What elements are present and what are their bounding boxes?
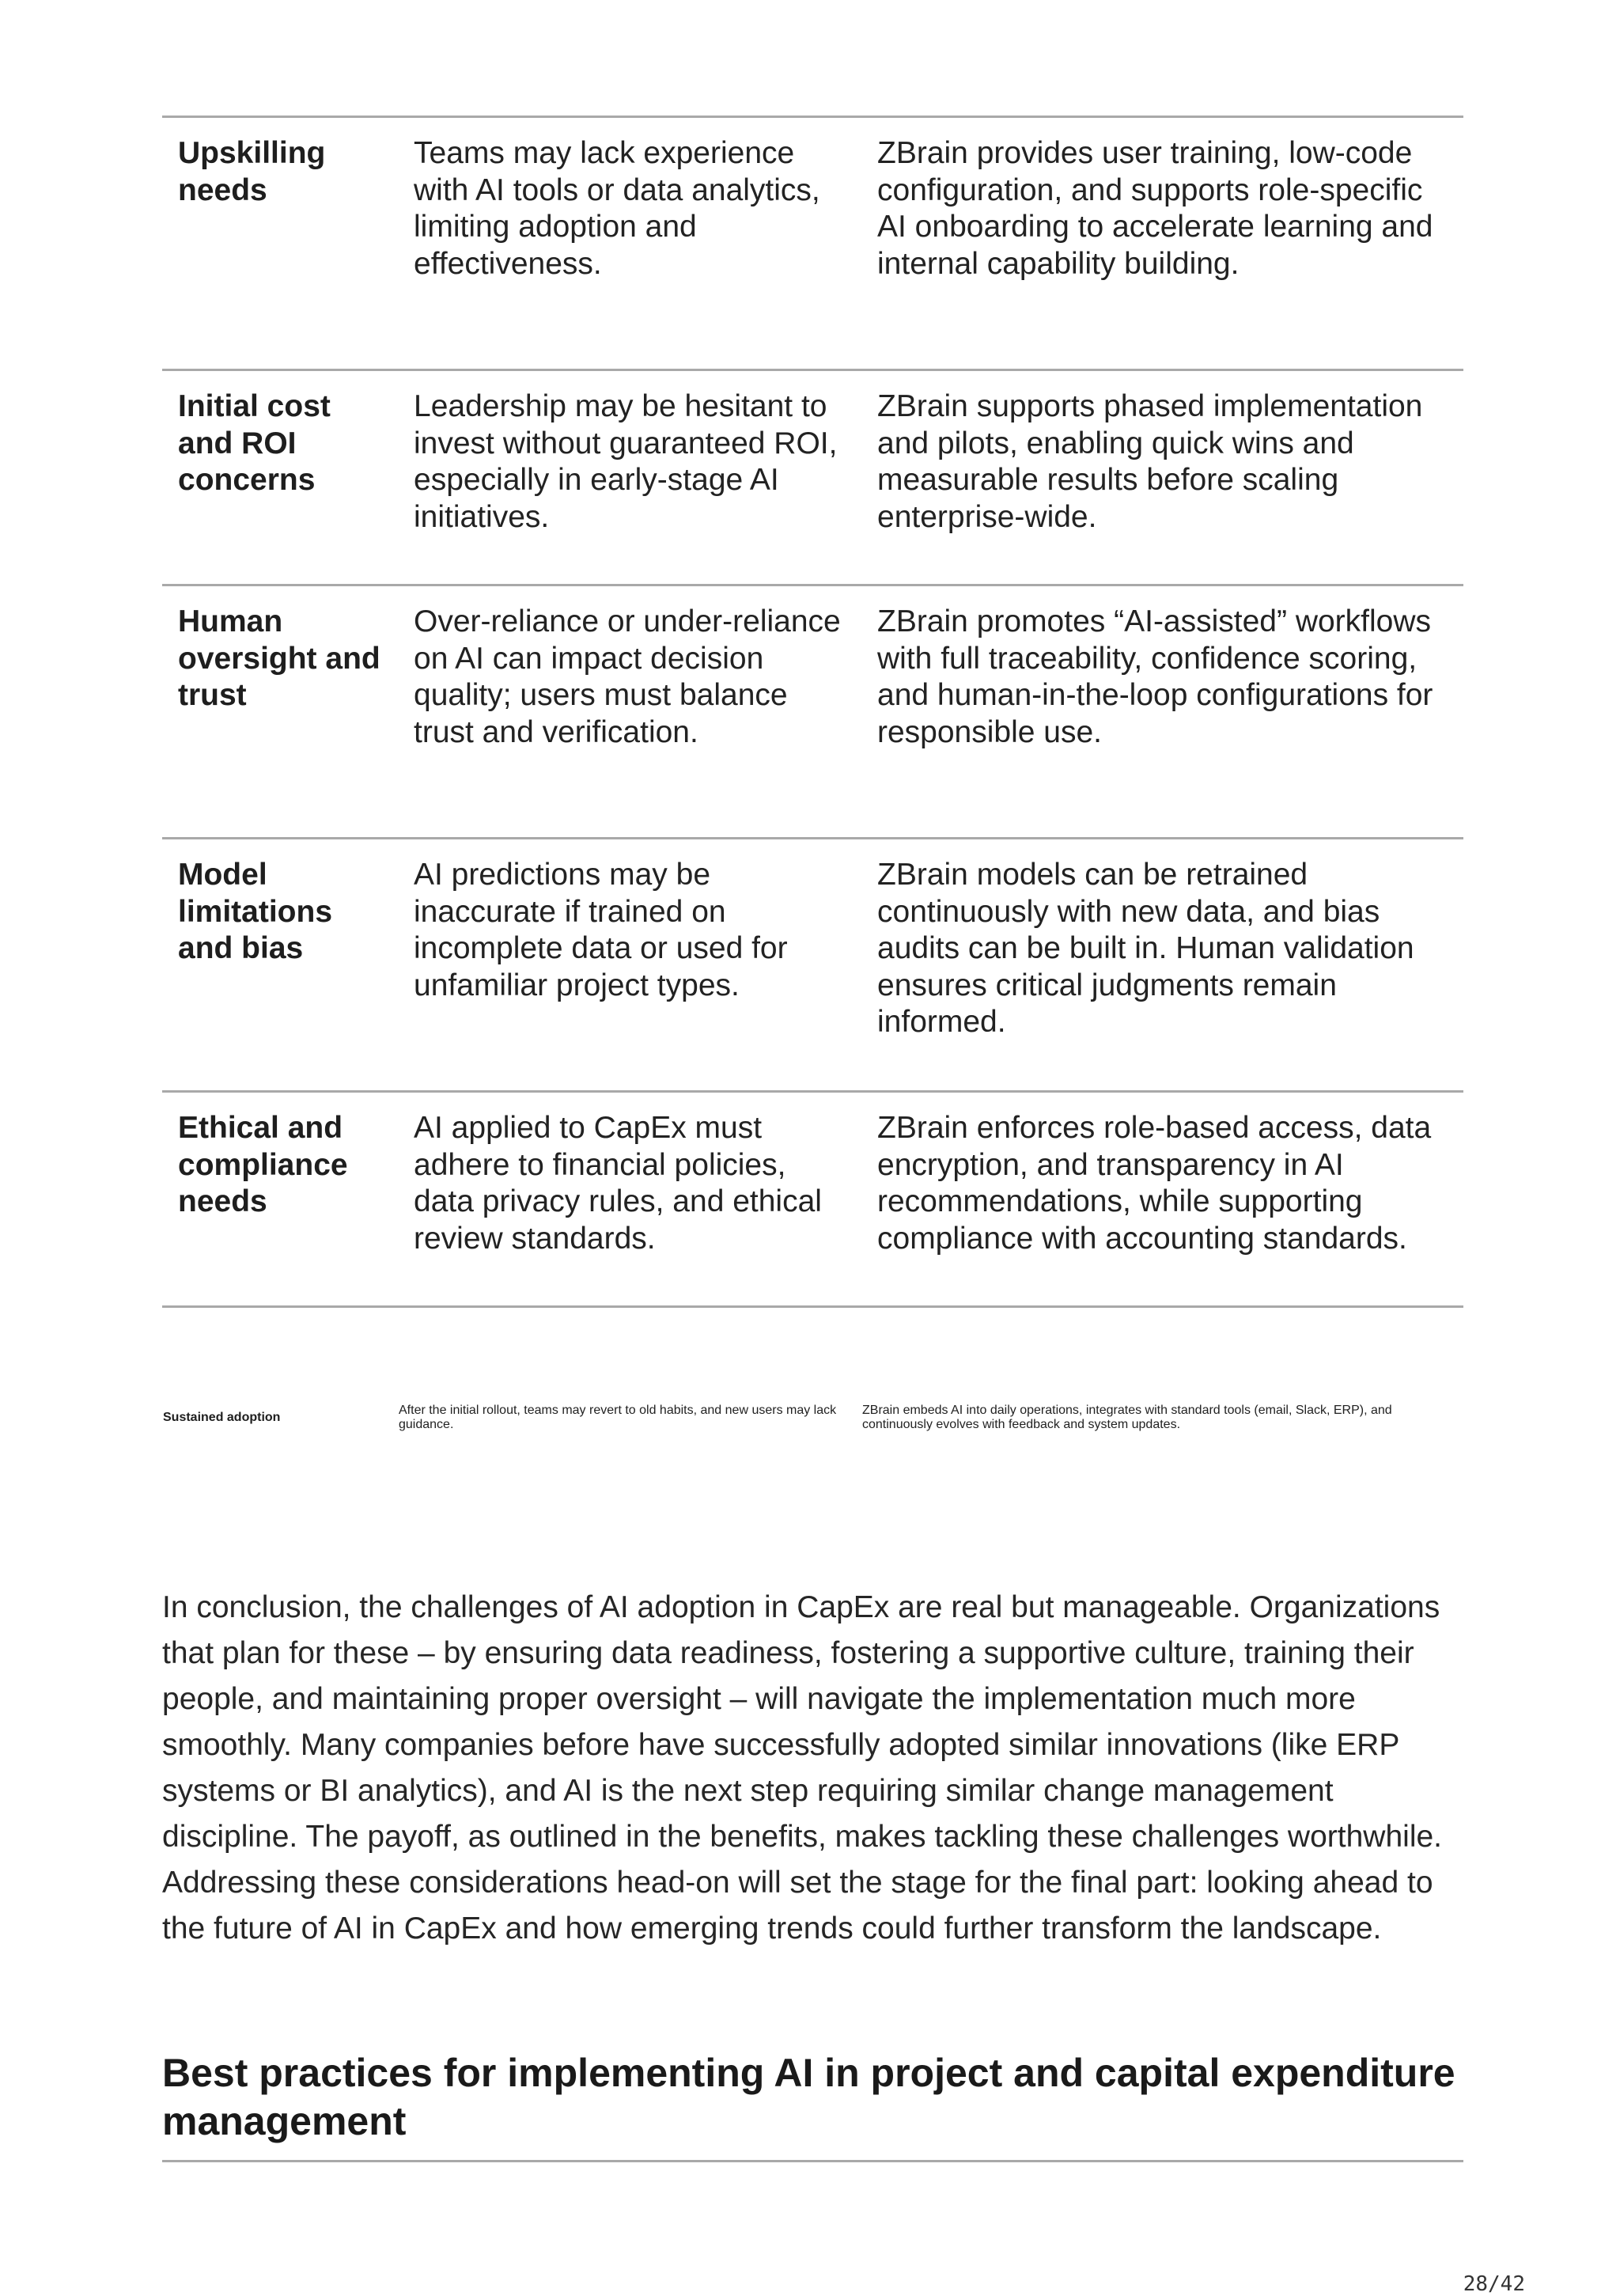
section-heading: Best practices for implementing AI in project and capital expenditure management [162,2051,1455,2143]
table-row [162,839,1463,1092]
description-cell: AI applied to CapEx must adhere to financial policies, data privacy rules, and ethical review standards. [414,1111,822,1256]
conclusion-paragraph: In conclusion, the challenges of AI adoption in CapEx are real but manageable. Organizations that plan for these – by ensuring data readiness, fostering a supportive culture, training their people, and maintaining proper oversight – will navigate the implementation much more smoothly. Many companies before have successfully adopted similar innovations (like ERP systems or BI analytics), and AI is the next step requiring similar change management discipline. The payoff, as outlined in the benefits, makes tackling these challenges worthwhile. Addressing these considerations head-on will set the stage for the final part: looking ahead to the future of AI in CapEx and how emerging trends could further transform the landscape. [162,1590,1443,1946]
challenge-cell: Ethical and compliance needs [178,1111,348,1218]
page-number: 28/42 [1463,2272,1525,2296]
challenge-cell: Sustained adoption [163,1411,281,1425]
challenge-cell: Initial cost and ROI concerns [178,389,331,497]
solution-cell: ZBrain provides user training, low-code configuration, and supports role-specific AI onboarding to accelerate learning and internal capability building. [877,136,1433,281]
solution-cell: ZBrain models can be retrained continuously with new data, and bias audits can be built in. Human validation ensures critical judgments remain informed. [877,858,1414,1039]
challenge-cell: Model limitations and bias [178,858,333,965]
table-row [162,117,1463,370]
table-row [162,370,1463,585]
description-cell: AI predictions may be inaccurate if trained on incomplete data or used for unfamiliar project types. [414,858,788,1002]
challenges-table [162,116,1463,1529]
table-row [162,1307,1463,1529]
challenge-cell: Human oversight and trust [178,604,380,712]
challenge-cell: Upskilling needs [178,136,326,207]
solution-cell: ZBrain enforces role-based access, data encryption, and transparency in AI recommendations, while supporting compliance with accounting standards. [877,1111,1432,1256]
heading-divider [162,2160,1463,2162]
description-cell: After the initial rollout, teams may revert to old habits, and new users may lack guidance. [399,1404,837,1432]
description-cell: Over-reliance or under-reliance on AI can impact decision quality; users must balance trust and verification. [414,604,841,749]
table-row [162,1092,1463,1307]
table-row [162,585,1463,839]
solution-cell: ZBrain promotes “AI-assisted” workflows with full traceability, confidence scoring, and human-in-the-loop configurations for responsible use. [877,604,1433,749]
description-cell: Teams may lack experience with AI tools or data analytics, limiting adoption and effectiveness. [414,136,820,281]
solution-cell: ZBrain embeds AI into daily operations, integrates with standard tools (email, Slack, ERP), and continuously evolves with feedback and system updates. [862,1404,1392,1432]
description-cell: Leadership may be hesitant to invest without guaranteed ROI, especially in early-stage AI initiatives. [414,389,838,534]
solution-cell: ZBrain supports phased implementation and pilots, enabling quick wins and measurable results before scaling enterprise-wide. [877,389,1423,534]
